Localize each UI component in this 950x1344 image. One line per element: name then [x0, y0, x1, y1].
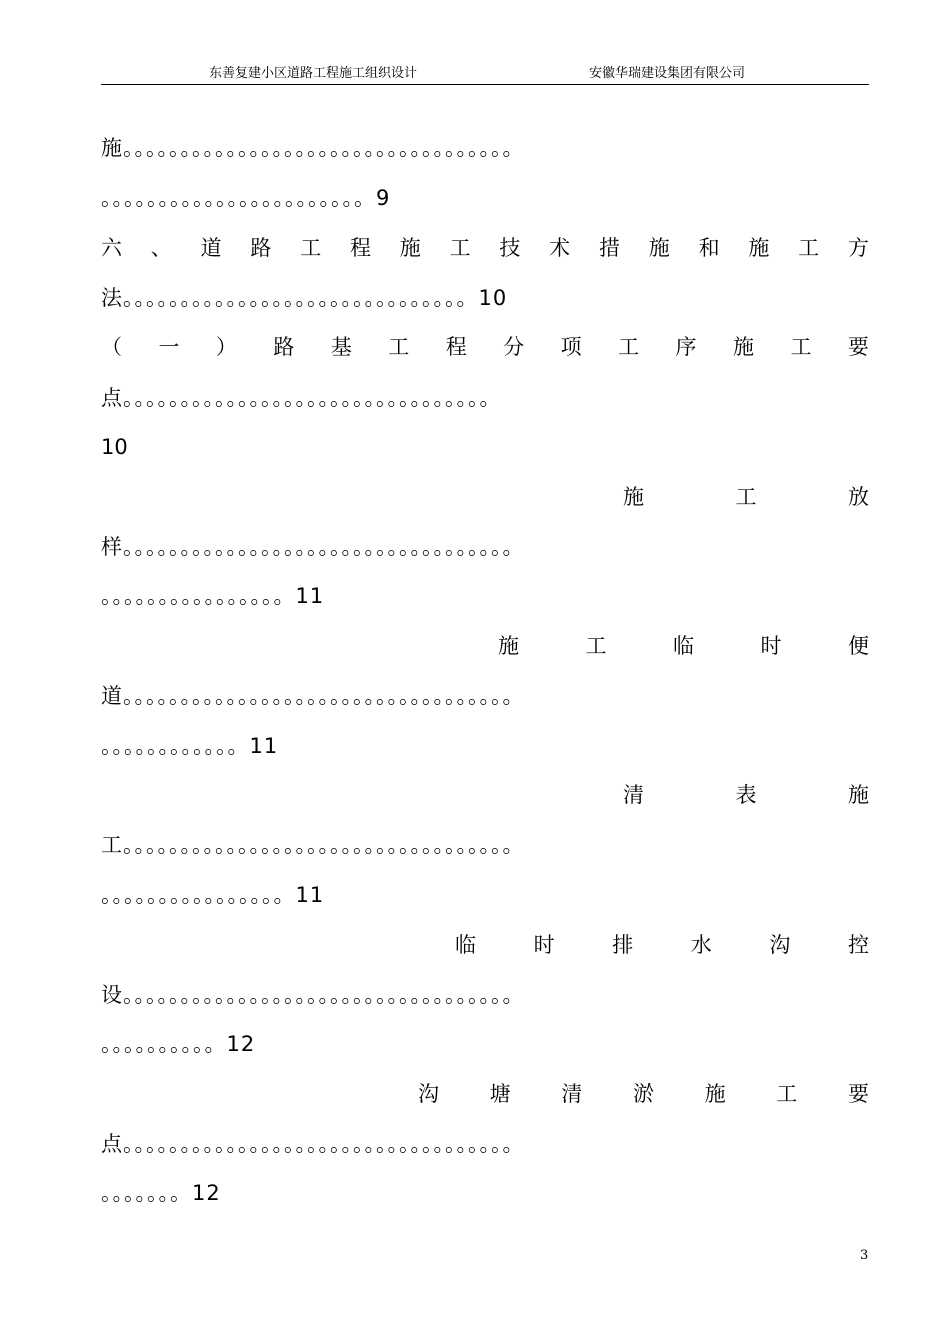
toc-line-6: 点。。。。。。。。。。。。。。。。。。。。。。。。。。。。。。。。 — [101, 386, 502, 410]
header-project-title: 东善复建小区道路工程施工组织设计 — [209, 66, 418, 81]
toc-line-13: 。。。。。。。。。。。。11 — [101, 734, 279, 758]
toc-entry-temporary-access-road: 施 工 临 时 便 — [498, 634, 869, 658]
header-divider — [101, 84, 869, 85]
toc-entry-road-engineering-measures: 六 、 道 路 工 程 施 工 技 术 措 施 和 施 工 方 — [101, 236, 869, 260]
toc-entry-surface-clearing: 清 表 施 — [623, 783, 869, 807]
toc-line-16: 。。。。。。。。。。。。。。。。11 — [101, 883, 325, 907]
toc-line-2: 。。。。。。。。。。。。。。。。。。。。。。。9 — [101, 186, 391, 210]
toc-line-21: 点。。。。。。。。。。。。。。。。。。。。。。。。。。。。。。。。。。 — [101, 1132, 525, 1156]
toc-line-10: 。。。。。。。。。。。。。。。。11 — [101, 584, 325, 608]
toc-line-15: 工。。。。。。。。。。。。。。。。。。。。。。。。。。。。。。。。。。 — [101, 833, 525, 857]
toc-line-18: 设。。。。。。。。。。。。。。。。。。。。。。。。。。。。。。。。。。 — [101, 983, 525, 1007]
toc-line-1: 施。。。。。。。。。。。。。。。。。。。。。。。。。。。。。。。。。。 — [101, 136, 525, 160]
toc-entry-drainage-ditch: 临 时 排 水 沟 控 — [455, 933, 869, 957]
toc-line-22: 。。。。。。。12 — [101, 1181, 221, 1205]
toc-line-4: 法。。。。。。。。。。。。。。。。。。。。。。。。。。。。。。10 — [101, 286, 508, 310]
header-company-name: 安徽华瑞建设集团有限公司 — [589, 66, 746, 81]
toc-entry-setting-out: 施 工 放 — [623, 485, 869, 509]
toc-entry-subgrade-key-points: （ 一 ） 路 基 工 程 分 项 工 序 施 工 要 — [101, 335, 869, 359]
toc-line-9: 样。。。。。。。。。。。。。。。。。。。。。。。。。。。。。。。。。。 — [101, 535, 525, 559]
toc-line-19: 。。。。。。。。。。12 — [101, 1032, 256, 1056]
page-number: 3 — [860, 1248, 869, 1263]
toc-entry-pond-dredging: 沟 塘 清 淤 施 工 要 — [418, 1082, 869, 1106]
toc-line-12: 道。。。。。。。。。。。。。。。。。。。。。。。。。。。。。。。。。。 — [101, 684, 525, 708]
toc-line-7: 10 — [101, 435, 128, 459]
